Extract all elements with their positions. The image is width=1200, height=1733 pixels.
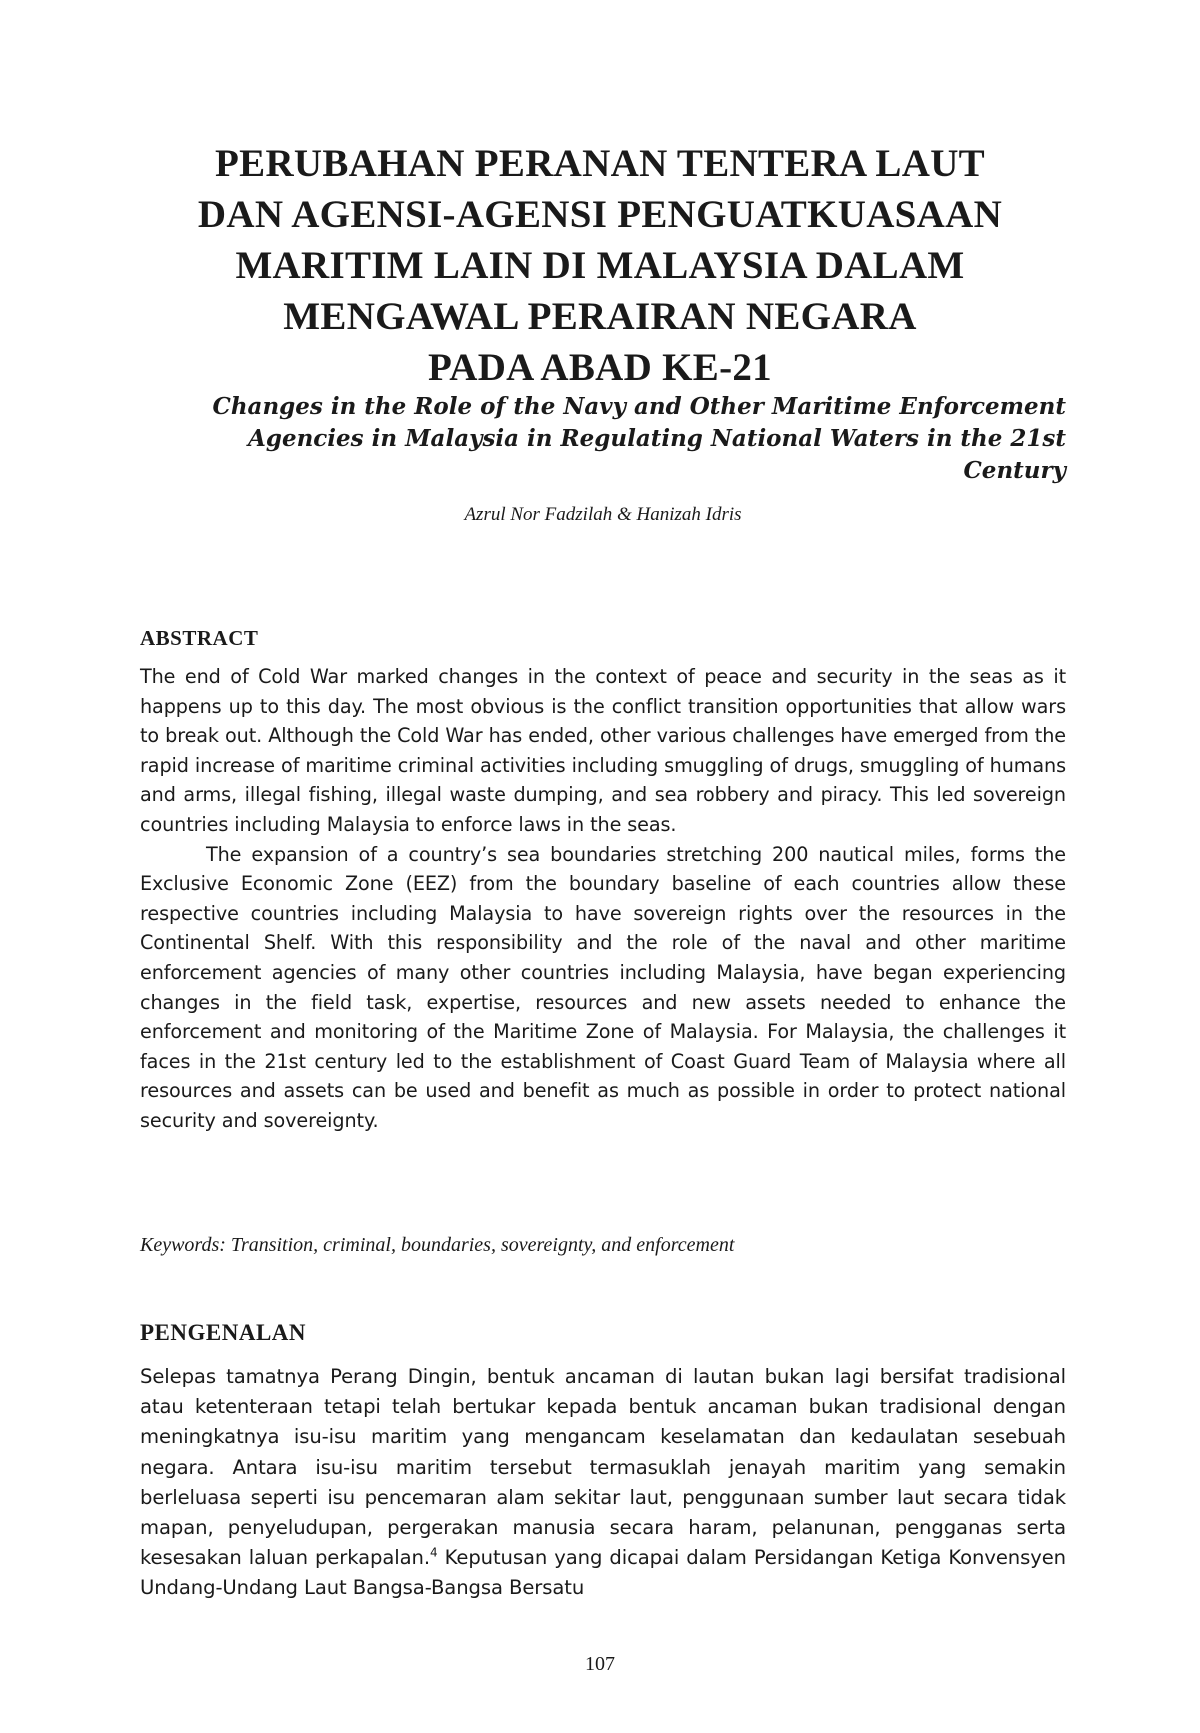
title-line: PADA ABAD KE-21 xyxy=(428,346,772,389)
english-title xyxy=(140,391,1066,487)
subtitle-line: Agencies in Malaysia in Regulating National Waters in the 21st Century xyxy=(248,425,1066,484)
introduction-body xyxy=(140,1362,1066,1604)
introduction-heading: PENGENALAN xyxy=(140,1320,307,1345)
page-number: 107 xyxy=(585,1653,615,1675)
title-line: DAN AGENSI-AGENSI PENGUATKUASAAN xyxy=(197,193,1003,236)
abstract-paragraph: The end of Cold War marked changes in the context of peace and security in the seas as it happens up to this day. The most obvious is the conflict transition opportunities that allow wars to break out. Although the Cold War has ended, other various challenges have emerged from the rapid increase of maritime criminal activities including smuggling of drugs, smuggling of humans and arms, illegal fishing, illegal waste dumping, and sea robbery and piracy. This led sovereign countries including Malaysia to enforce laws in the seas. xyxy=(140,665,1066,836)
author-line: Azrul Nor Fadzilah & Hanizah Idris xyxy=(464,504,742,525)
introduction-text: Selepas tamatnya Perang Dingin, bentuk ancaman di lautan bukan lagi bersifat tradisional atau ketenteraan tetapi telah bertukar kepada bentuk ancaman bukan tradisional dengan meningkatnya isu-isu maritim yang mengancam keselamatan dan kedaulatan sesebuah negara. Antara isu-isu maritim tersebut termasuklah jenayah maritim yang semakin berleluasa seperti isu pencemaran alam sekitar laut, penggunaan sumber laut secara tidak mapan, penyeludupan, pergerakan manusia secara haram, pelanunan, pengganas serta kesesakan laluan perkapalan. xyxy=(140,1365,1066,1570)
keywords-line: Keywords: Transition, criminal, boundaries, sovereignty, and enforcement xyxy=(140,1234,735,1256)
subtitle-line: Changes in the Role of the Navy and Other Maritime Enforcement xyxy=(212,393,1066,420)
introduction-paragraph xyxy=(140,1362,1066,1604)
paper-title xyxy=(130,138,1070,393)
abstract-heading: ABSTRACT xyxy=(140,626,259,650)
title-line: MARITIM LAIN DI MALAYSIA DALAM xyxy=(235,244,965,287)
title-line: MENGAWAL PERAIRAN NEGARA xyxy=(283,295,917,338)
abstract-body xyxy=(140,662,1066,1136)
abstract-paragraph: The expansion of a country’s sea boundaries stretching 200 nautical miles, forms the Exclusive Economic Zone (EEZ) from the boundary baseline of each countries allow these respective countries including Malaysia to have sovereign rights over the resources in the Continental Shelf. With this responsibility and the role of the naval and other maritime enforcement agencies of many other countries including Malaysia, have began experiencing changes in the field task, expertise, resources and new assets needed to enhance the enforcement and monitoring of the Maritime Zone of Malaysia. For Malaysia, the challenges it faces in the 21st century led to the establishment of Coast Guard Team of Malaysia where all resources and assets can be used and benefit as much as possible in order to protect national security and sovereignty. xyxy=(140,842,1066,1132)
title-line: PERUBAHAN PERANAN TENTERA LAUT xyxy=(215,142,985,185)
footnote-reference[interactable]: 4 xyxy=(429,1545,438,1560)
introduction-text-continued: Keputusan yang dicapai dalam Persidangan Ketiga Konvensyen Undang-Undang Laut Bangsa-Bangsa Bersatu xyxy=(140,1546,1067,1600)
